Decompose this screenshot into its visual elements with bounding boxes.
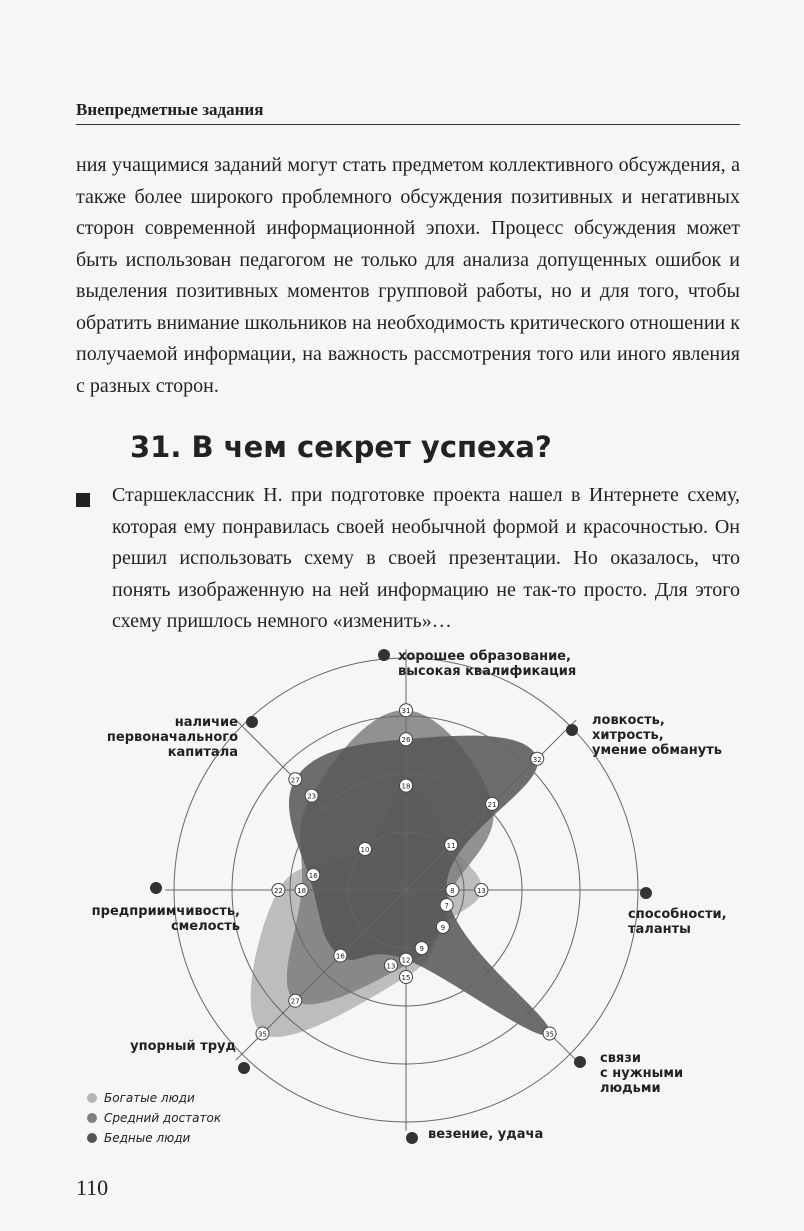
data-point-label: 12 bbox=[401, 956, 411, 965]
axis-label: высокая квалификация bbox=[398, 664, 577, 679]
money-bag-icon bbox=[246, 716, 258, 728]
data-point-label: 9 bbox=[440, 923, 446, 932]
task-paragraph: Старшеклассник Н. при подготовке проекта нашел в Интернете схему, которая ему понравилась своей необычной формой и красочностью. Он решил использовать схему в своей презентации. Но оказалось, что понять изображенную на ней информацию не так-то просто. Для этого схему пришлось немного «изменить»… bbox=[112, 484, 740, 632]
glasses-icon bbox=[574, 1056, 586, 1068]
axis-label: хорошее образование, bbox=[398, 649, 571, 664]
data-point-label: 21 bbox=[487, 800, 497, 809]
legend-label: Бедные люди bbox=[104, 1131, 191, 1145]
data-point-label: 18 bbox=[401, 782, 411, 791]
axis-label: людьми bbox=[600, 1081, 661, 1096]
data-point-label: 10 bbox=[360, 845, 370, 854]
axis-label: упорный труд bbox=[130, 1039, 236, 1054]
axis-label: ловкость, bbox=[592, 713, 665, 728]
mask-icon bbox=[566, 724, 578, 736]
axis-label: таланты bbox=[628, 922, 691, 937]
axis-label: хитрость, bbox=[592, 728, 664, 743]
data-point-label: 16 bbox=[308, 872, 318, 880]
data-point-label: 16 bbox=[335, 952, 345, 961]
legend-swatch bbox=[87, 1133, 97, 1143]
data-point-label: 23 bbox=[307, 792, 317, 801]
graduation-cap-icon bbox=[378, 649, 390, 661]
data-point-label: 26 bbox=[401, 736, 411, 745]
data-point-label: 11 bbox=[446, 841, 456, 850]
legend-swatch bbox=[87, 1093, 97, 1103]
data-point-label: 13 bbox=[476, 887, 486, 895]
superhero-icon bbox=[150, 882, 162, 894]
page-number: 110 bbox=[76, 1175, 109, 1200]
anvil-icon bbox=[238, 1062, 250, 1074]
data-point-label: 35 bbox=[545, 1030, 555, 1039]
data-point-label: 18 bbox=[297, 887, 307, 895]
axis-label: смелость bbox=[170, 919, 240, 934]
data-point-label: 15 bbox=[401, 974, 411, 982]
axis-label: первоначального bbox=[106, 730, 238, 745]
axis-label: умение обмануть bbox=[592, 743, 722, 758]
data-point-label: 35 bbox=[257, 1030, 267, 1039]
data-point-label: 8 bbox=[450, 887, 455, 895]
data-point-label: 7 bbox=[444, 902, 449, 910]
legend-label: Средний достаток bbox=[104, 1111, 222, 1125]
axis-label: связи bbox=[600, 1051, 641, 1066]
intro-paragraph: ния учащимися заданий могут стать предметом коллективного обсуждения, а также более широкого проблемного обсуждения позитивных и негативных сторон современной информационной эпохи. Процесс обсуждения может быть использован педагогом не только для анализа допущенных ошибок и выделения позитивных моментов групповой работы, но и для того, чтобы обратить внимание школьников на необходимость критического отношении к получаемой информации, на важность рассмотрения того или иного явления с разных сторон. bbox=[76, 154, 740, 397]
section-title: 31. В чем секрет успеха? bbox=[130, 430, 552, 464]
axis-label: с нужными bbox=[600, 1066, 684, 1081]
data-point-label: 9 bbox=[419, 945, 424, 954]
legend-label: Богатые люди bbox=[104, 1091, 195, 1105]
axis-label: предприимчивость, bbox=[91, 904, 240, 919]
legend-swatch bbox=[87, 1113, 97, 1123]
data-point-label: 27 bbox=[290, 997, 300, 1006]
axis-label: капитала bbox=[167, 745, 238, 760]
data-point-label: 31 bbox=[401, 707, 411, 716]
axis-label: наличие bbox=[174, 715, 238, 730]
data-point-label: 32 bbox=[532, 755, 542, 764]
lightbulb-icon bbox=[640, 887, 652, 899]
data-point-label: 27 bbox=[290, 776, 300, 785]
data-point-label: 22 bbox=[273, 887, 283, 895]
running-header: Внепредметные задания bbox=[76, 100, 264, 119]
clover-icon bbox=[406, 1132, 418, 1144]
axis-label: способности, bbox=[628, 907, 727, 922]
axis-label: везение, удача bbox=[428, 1127, 544, 1142]
data-point-label: 13 bbox=[386, 962, 396, 971]
